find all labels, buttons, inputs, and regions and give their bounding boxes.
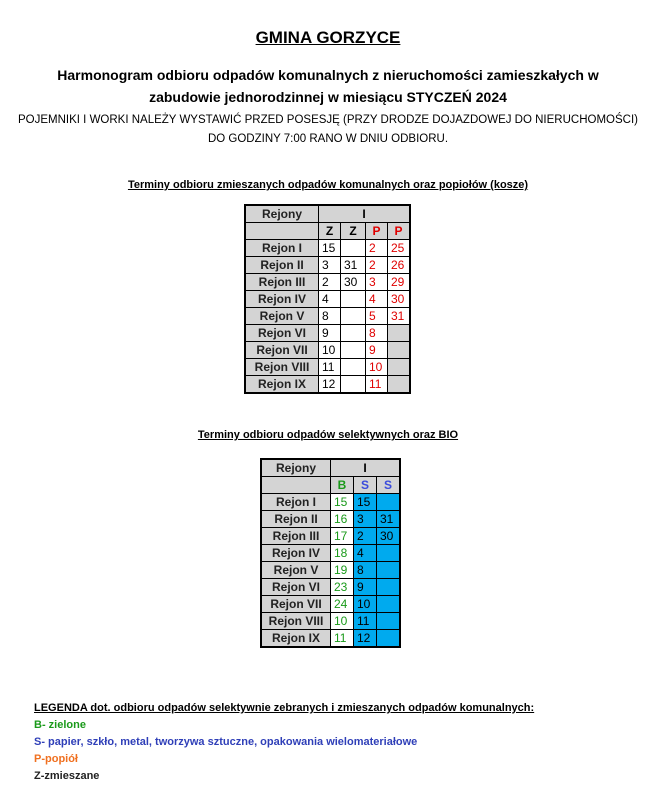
bio-cell-s2 — [377, 494, 401, 511]
mixed-cell-z2 — [341, 308, 366, 325]
bio-cell-s2 — [377, 596, 401, 613]
mixed-cell-p2 — [388, 359, 411, 376]
mixed-section-heading: Terminy odbioru zmieszanych odpadów komunalnych oraz popiołów (kosze) — [127, 179, 529, 191]
bio-cell-b: 23 — [331, 579, 354, 596]
bio-table-row — [261, 562, 400, 579]
bio-row-name: Rejon III — [261, 528, 331, 545]
bio-cell-s1: 15 — [354, 494, 377, 511]
bio-row-name: Rejon I — [261, 494, 331, 511]
mixed-cell-p1: 3 — [366, 274, 388, 291]
mixed-cell-z1: 15 — [319, 240, 341, 257]
mixed-cell-p1: 4 — [366, 291, 388, 308]
mixed-cell-z1: 12 — [319, 376, 341, 394]
mixed-table-row — [245, 359, 410, 376]
bio-row-name: Rejon V — [261, 562, 331, 579]
bio-cell-s1: 9 — [354, 579, 377, 596]
mixed-row-name: Rejon IV — [245, 291, 319, 308]
bio-header-blank — [261, 477, 331, 494]
mixed-row-name: Rejon I — [245, 240, 319, 257]
bio-table-row — [261, 528, 400, 545]
mixed-table-row — [245, 274, 410, 291]
bio-cell-b: 17 — [331, 528, 354, 545]
legend-p: P-popiół — [34, 753, 78, 765]
notice-line-1: POJEMNIKI I WORKI NALEŻY WYSTAWIĆ PRZED POSESJĘ (PRZY DRODZE DOJAZDOWEJ DO NIERUCHOMOŚCI) — [18, 114, 638, 126]
mixed-cell-z2 — [341, 359, 366, 376]
bio-cell-b: 16 — [331, 511, 354, 528]
bio-cell-s2 — [377, 545, 401, 562]
mixed-cell-z1: 9 — [319, 325, 341, 342]
mixed-col-rejony: Rejony — [245, 205, 319, 223]
bio-section-heading: Terminy odbioru odpadów selektywnych oraz BIO — [197, 429, 459, 441]
bio-cell-b: 19 — [331, 562, 354, 579]
legend-b: B- zielone — [34, 719, 86, 731]
mixed-cell-p1: 2 — [366, 240, 388, 257]
bio-row-name: Rejon VIII — [261, 613, 331, 630]
mixed-row-name: Rejon III — [245, 274, 319, 291]
mixed-cell-z1: 3 — [319, 257, 341, 274]
mixed-cell-p2: 31 — [388, 308, 411, 325]
bio-cell-b: 11 — [331, 630, 354, 648]
mixed-cell-p2: 26 — [388, 257, 411, 274]
mixed-cell-z2: 30 — [341, 274, 366, 291]
bio-table-row — [261, 596, 400, 613]
bio-table-row — [261, 613, 400, 630]
mixed-table-row — [245, 257, 410, 274]
page-title: GMINA GORZYCE — [255, 28, 401, 47]
mixed-cell-z1: 10 — [319, 342, 341, 359]
bio-table-body — [261, 494, 400, 648]
mixed-table-row — [245, 376, 410, 394]
mixed-cell-p2 — [388, 342, 411, 359]
mixed-cell-z1: 11 — [319, 359, 341, 376]
bio-cell-s1: 12 — [354, 630, 377, 648]
legend-s: S- papier, szkło, metal, tworzywa sztuczne, opakowania wielomateriałowe — [34, 736, 418, 748]
mixed-cell-z1: 2 — [319, 274, 341, 291]
bio-col-rejony: Rejony — [261, 459, 331, 477]
bio-cell-s1: 2 — [354, 528, 377, 545]
mixed-cell-z2 — [341, 376, 366, 394]
bio-col-month: I — [331, 459, 401, 477]
bio-cell-b: 10 — [331, 613, 354, 630]
notice — [0, 111, 656, 149]
mixed-cell-p1: 5 — [366, 308, 388, 325]
bio-table-row — [261, 579, 400, 596]
legend-z: Z-zmieszane — [34, 770, 100, 782]
page-subtitle: Harmonogram odbioru odpadów komunalnych z nieruchomości zamieszkałych w zabudowie jednorodzinnej w miesiącu STYCZEŃ 2024 — [57, 67, 599, 105]
mixed-cell-z2 — [341, 325, 366, 342]
mixed-cell-p2 — [388, 325, 411, 342]
mixed-row-name: Rejon VIII — [245, 359, 319, 376]
bio-cell-s2 — [377, 579, 401, 596]
bio-row-name: Rejon VII — [261, 596, 331, 613]
bio-col-s2: S — [377, 477, 401, 494]
mixed-cell-p2: 29 — [388, 274, 411, 291]
bio-schedule-table — [260, 458, 401, 648]
mixed-col-p2: P — [388, 223, 411, 240]
mixed-cell-p1: 11 — [366, 376, 388, 394]
bio-header-row-2 — [261, 477, 400, 494]
bio-cell-b: 24 — [331, 596, 354, 613]
mixed-row-name: Rejon VI — [245, 325, 319, 342]
mixed-table-row — [245, 342, 410, 359]
mixed-cell-p1: 9 — [366, 342, 388, 359]
mixed-col-p1: P — [366, 223, 388, 240]
notice-line-2: DO GODZINY 7:00 RANO W DNIU ODBIORU. — [207, 133, 449, 145]
mixed-cell-z2 — [341, 240, 366, 257]
bio-cell-s2: 30 — [377, 528, 401, 545]
mixed-schedule-table — [244, 204, 411, 394]
mixed-cell-z1: 4 — [319, 291, 341, 308]
bio-cell-s1: 3 — [354, 511, 377, 528]
mixed-header-blank — [245, 223, 319, 240]
mixed-header-row-1 — [245, 205, 410, 223]
mixed-table-row — [245, 291, 410, 308]
mixed-cell-p2 — [388, 376, 411, 394]
bio-row-name: Rejon IX — [261, 630, 331, 648]
mixed-table-body — [245, 240, 410, 394]
bio-table-row — [261, 511, 400, 528]
legend — [34, 700, 534, 785]
mixed-col-z2: Z — [341, 223, 366, 240]
mixed-cell-z2 — [341, 291, 366, 308]
mixed-col-month: I — [319, 205, 411, 223]
bio-row-name: Rejon VI — [261, 579, 331, 596]
bio-row-name: Rejon II — [261, 511, 331, 528]
legend-title: LEGENDA dot. odbioru odpadów selektywnie zebranych i zmieszanych odpadów komunalnych: — [34, 702, 535, 714]
mixed-cell-z2 — [341, 342, 366, 359]
mixed-row-name: Rejon V — [245, 308, 319, 325]
mixed-cell-z1: 8 — [319, 308, 341, 325]
mixed-col-z1: Z — [319, 223, 341, 240]
bio-table-row — [261, 545, 400, 562]
bio-cell-s1: 8 — [354, 562, 377, 579]
bio-cell-b: 18 — [331, 545, 354, 562]
bio-col-b: B — [331, 477, 354, 494]
bio-cell-s2 — [377, 562, 401, 579]
mixed-table-row — [245, 325, 410, 342]
mixed-cell-p1: 10 — [366, 359, 388, 376]
bio-row-name: Rejon IV — [261, 545, 331, 562]
bio-cell-s1: 11 — [354, 613, 377, 630]
bio-cell-s2 — [377, 630, 401, 648]
bio-header-row-1 — [261, 459, 400, 477]
mixed-row-name: Rejon VII — [245, 342, 319, 359]
mixed-row-name: Rejon IX — [245, 376, 319, 394]
bio-cell-s1: 10 — [354, 596, 377, 613]
bio-cell-s1: 4 — [354, 545, 377, 562]
mixed-cell-p2: 25 — [388, 240, 411, 257]
mixed-cell-p1: 8 — [366, 325, 388, 342]
bio-cell-b: 15 — [331, 494, 354, 511]
mixed-cell-z2: 31 — [341, 257, 366, 274]
mixed-table-row — [245, 240, 410, 257]
bio-table-row — [261, 494, 400, 511]
mixed-cell-p1: 2 — [366, 257, 388, 274]
mixed-table-row — [245, 308, 410, 325]
mixed-cell-p2: 30 — [388, 291, 411, 308]
bio-table-row — [261, 630, 400, 648]
mixed-header-row-2 — [245, 223, 410, 240]
bio-col-s1: S — [354, 477, 377, 494]
mixed-row-name: Rejon II — [245, 257, 319, 274]
bio-cell-s2: 31 — [377, 511, 401, 528]
bio-cell-s2 — [377, 613, 401, 630]
